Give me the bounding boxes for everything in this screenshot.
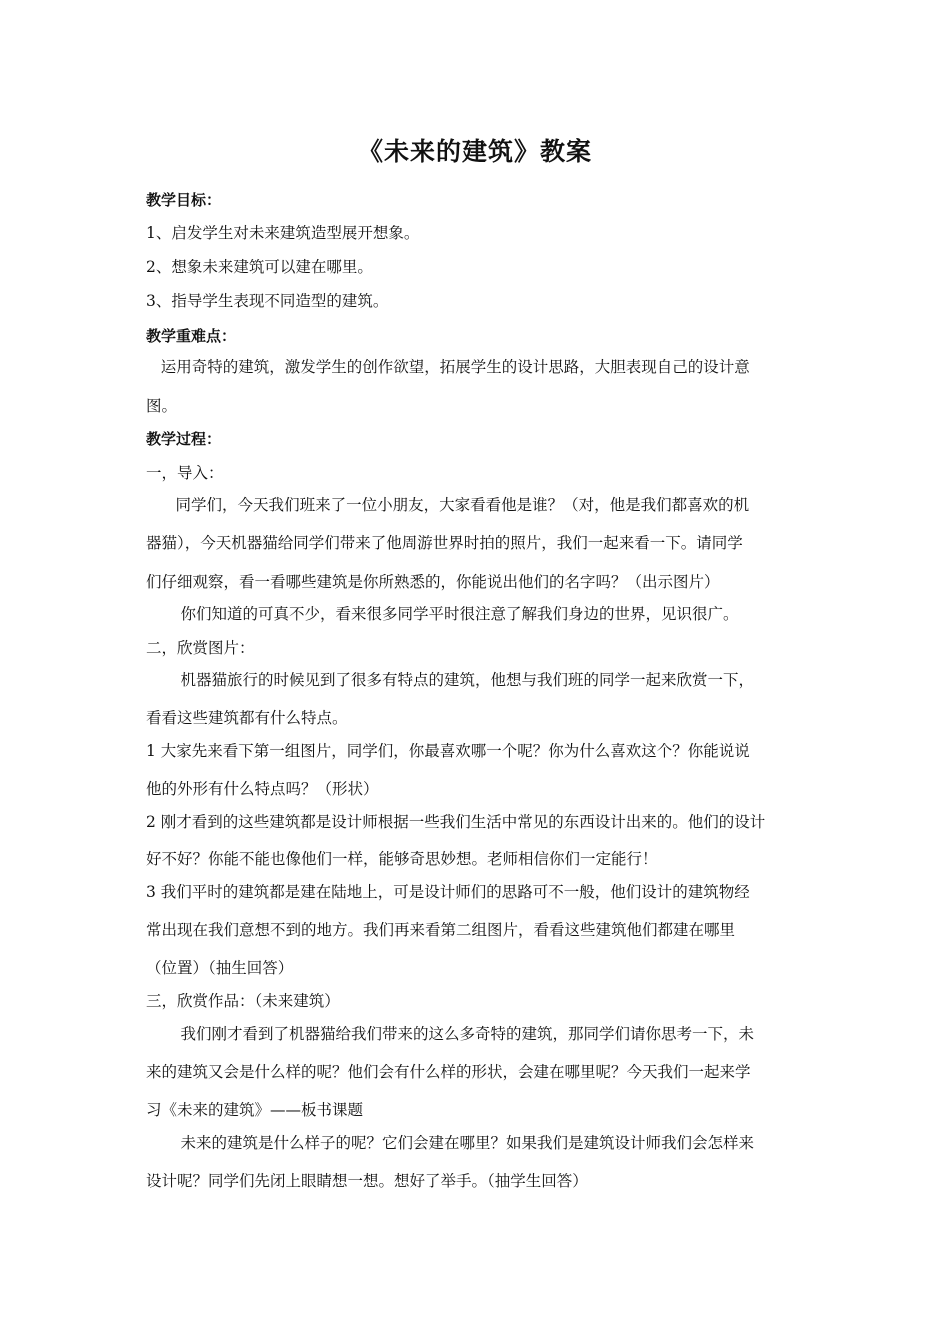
paragraph-line: 常出现在我们意想不到的地方。我们再来看第二组图片，看看这些建筑他们都建在哪里 [146,921,736,939]
paragraph-line: 3、指导学生表现不同造型的建筑。 [146,292,389,310]
section-heading: 教学过程： [146,430,222,448]
paragraph-line: 运用奇特的建筑，激发学生的创作欲望，拓展学生的设计思路，大胆表现自己的设计意 [146,358,750,376]
paragraph-line: 机器猫旅行的时候见到了很多有特点的建筑，他想与我们班的同学一起来欣赏一下， [146,671,754,689]
paragraph-line: 们仔细观察，看一看哪些建筑是你所熟悉的，你能说出他们的名字吗？（出示图片） [146,573,720,591]
paragraph-line: 2、想象未来建筑可以建在哪里。 [146,258,373,276]
paragraph-line: 他的外形有什么特点吗？（形状） [146,780,379,798]
paragraph-line: 你们知道的可真不少，看来很多同学平时很注意了解我们身边的世界，见识很广。 [146,605,739,623]
paragraph-line: 三，欣赏作品：（未来建筑） [146,992,340,1010]
section-heading: 教学目标： [146,191,222,209]
paragraph-line: 好不好？你能不能也像他们一样，能够奇思妙想。老师相信你们一定能行！ [146,850,658,868]
paragraph-line: 同学们，今天我们班来了一位小朋友，大家看看他是谁？（对，他是我们都喜欢的机 [146,496,750,514]
section-heading: 教学重难点： [146,327,237,345]
paragraph-line: 二，欣赏图片： [146,639,255,657]
paragraph-line: 3 我们平时的建筑都是建在陆地上，可是设计师们的思路可不一般，他们设计的建筑物经 [146,883,750,901]
paragraph-line: 1、启发学生对未来建筑造型展开想象。 [146,224,420,242]
paragraph-line: 器猫），今天机器猫给同学们带来了他周游世界时拍的照片，我们一起来看一下。请同学 [146,534,743,552]
paragraph-line: 我们刚才看到了机器猫给我们带来的这么多奇特的建筑，那同学们请你思考一下，未 [146,1025,754,1043]
paragraph-line: 2 刚才看到的这些建筑都是设计师根据一些我们生活中常见的东西设计出来的。他们的设计 [146,813,766,831]
paragraph-line: 看看这些建筑都有什么特点。 [146,709,348,727]
document-title: 《未来的建筑》教案 [357,137,592,166]
paragraph-line: 来的建筑又会是什么样的呢？他们会有什么样的形状，会建在哪里呢？今天我们一起来学 [146,1063,751,1081]
paragraph-line: 习《未来的建筑》——板书课题 [146,1101,364,1119]
paragraph-line: 设计呢？同学们先闭上眼睛想一想。想好了举手。（抽学生回答） [146,1172,588,1190]
paragraph-line: （位置）（抽生回答） [146,959,294,977]
paragraph-line: 未来的建筑是什么样子的呢？它们会建在哪里？如果我们是建筑设计师我们会怎样来 [146,1134,754,1152]
paragraph-line: 1 大家先来看下第一组图片，同学们，你最喜欢哪一个呢？你为什么喜欢这个？你能说说 [146,742,750,760]
paragraph-line: 图。 [146,397,178,415]
paragraph-line: 一，导入： [146,464,224,482]
